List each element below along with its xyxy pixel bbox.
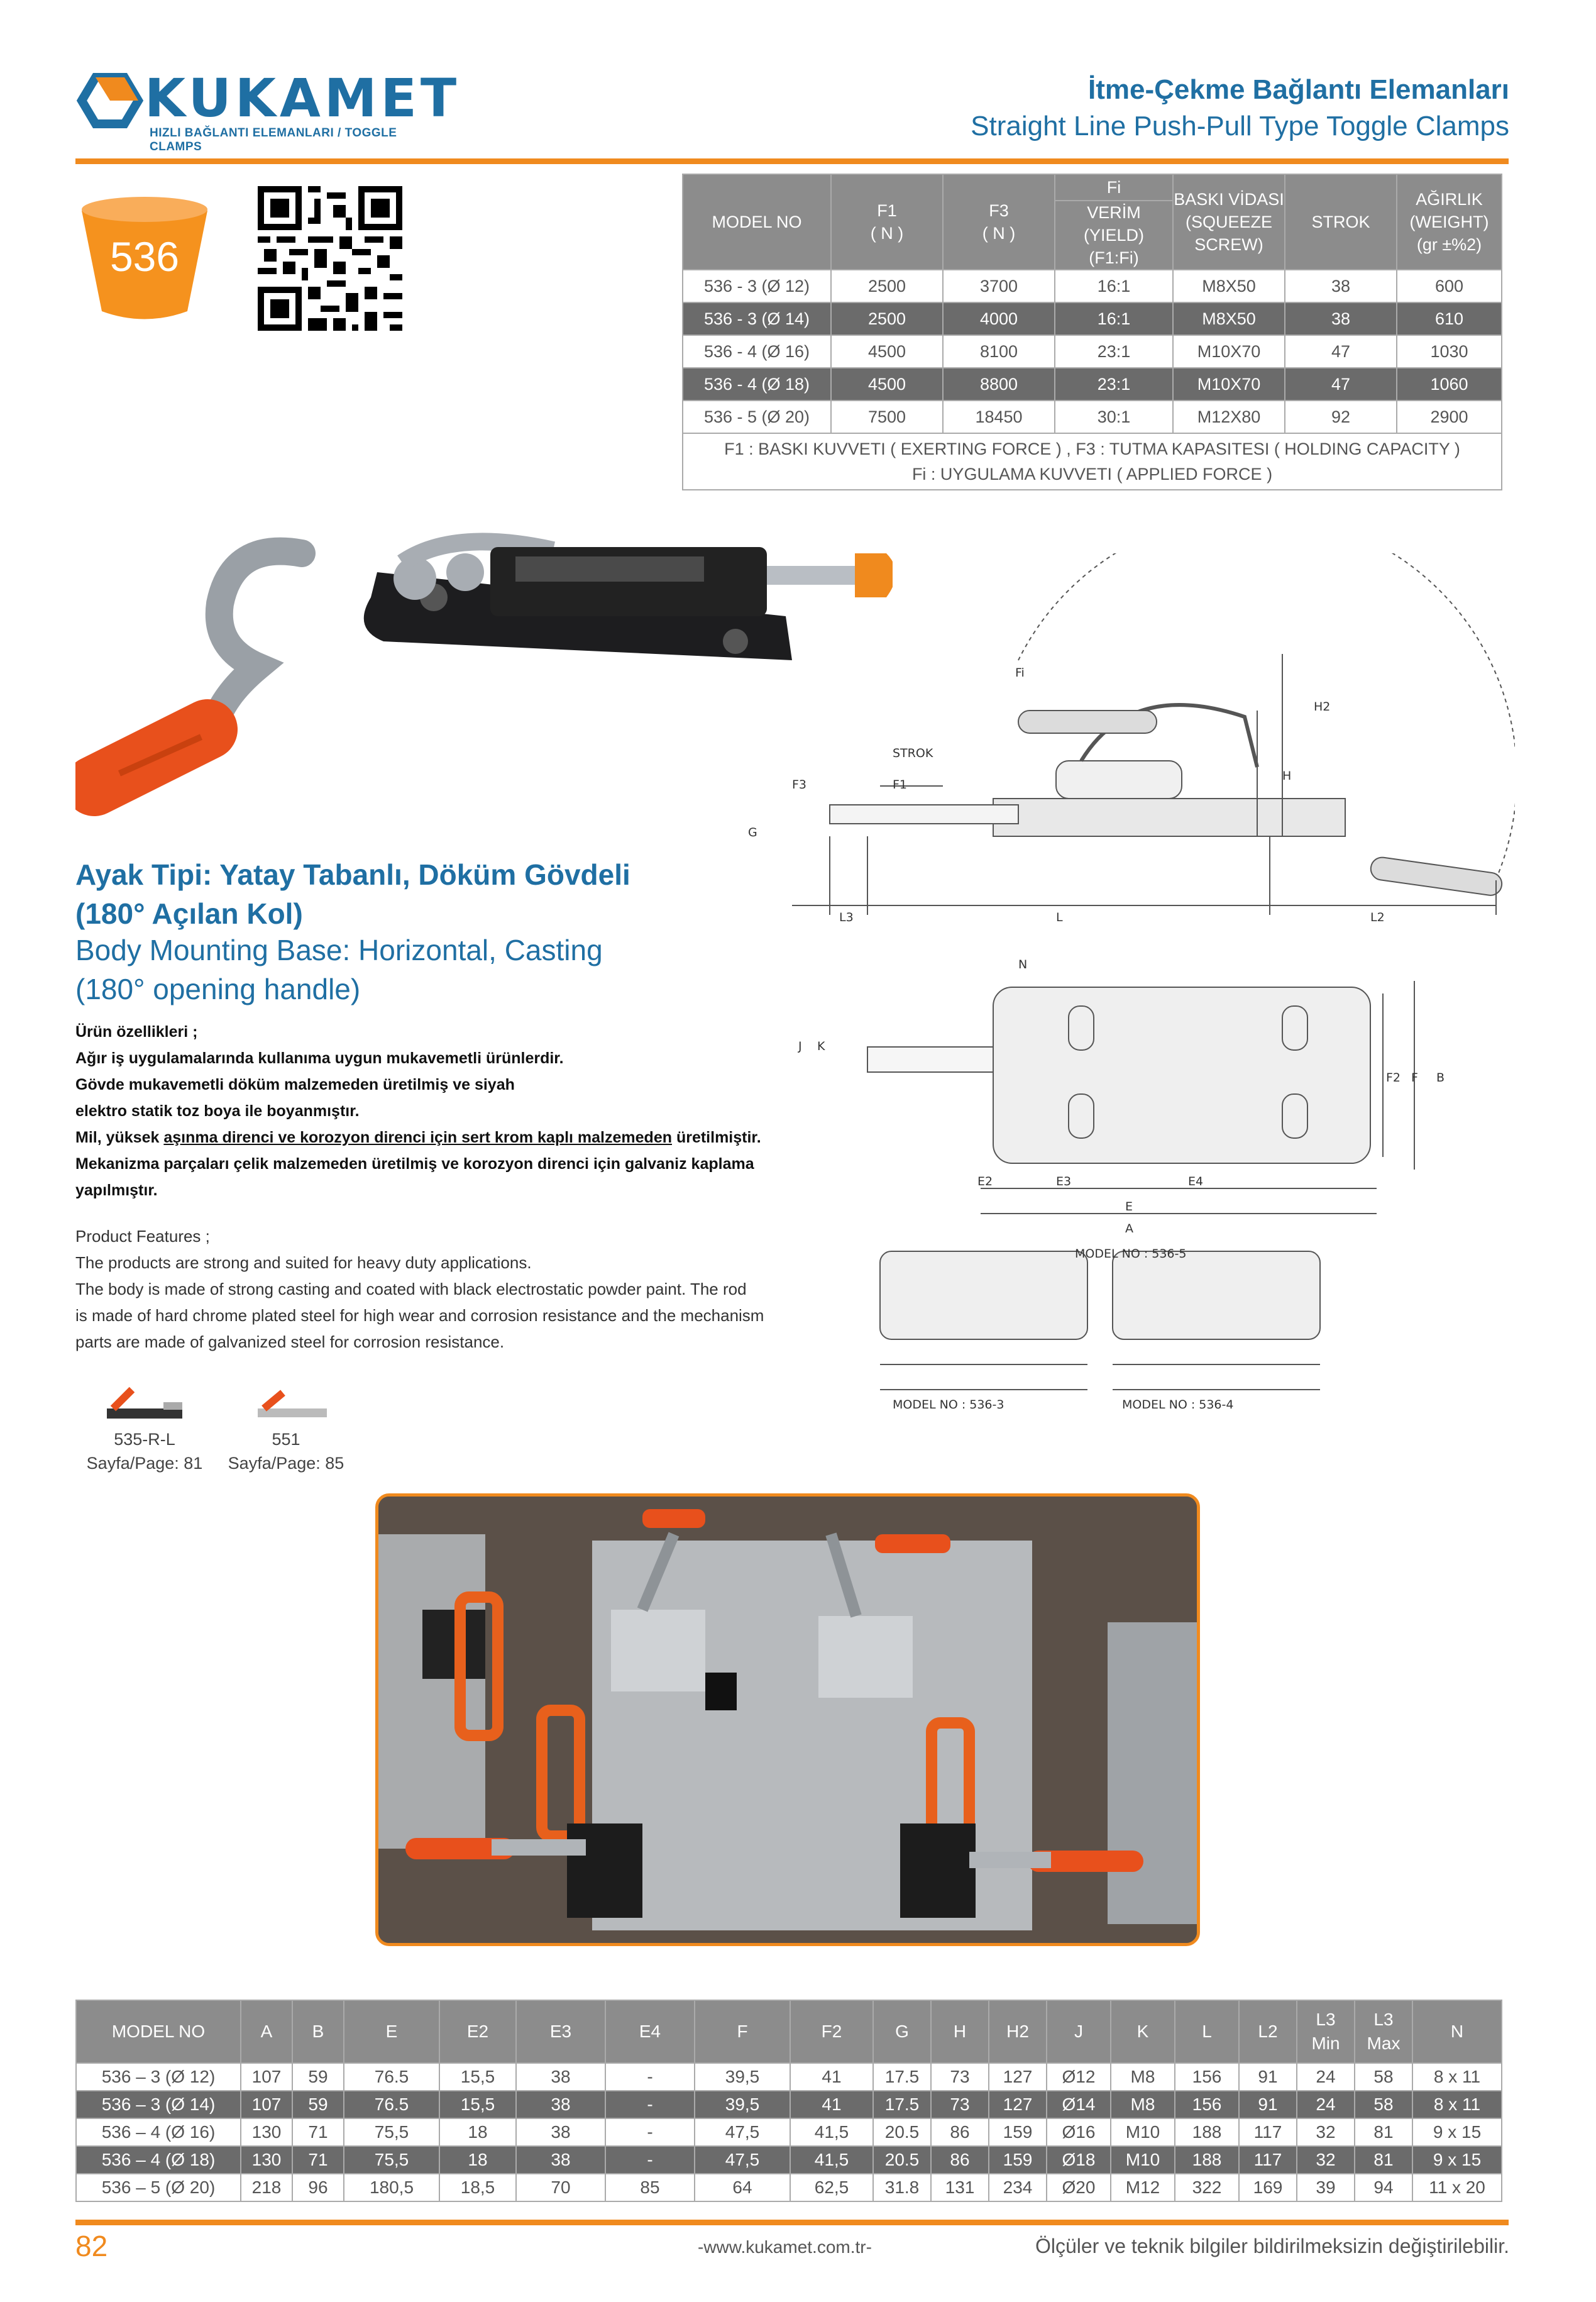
table-cell: 4000: [943, 302, 1055, 335]
table-cell: 536 - 4 (Ø 16): [683, 335, 831, 368]
label-g: G: [748, 826, 757, 839]
dim-col-header-l3-max: L3 Max: [1355, 2000, 1412, 2063]
dimension-table: [75, 2000, 1502, 2202]
mounting-title-tr: Ayak Tipi: Yatay Tabanlı, Döküm Gövdeli (180° Açılan Kol): [75, 858, 630, 930]
table-cell: -: [605, 2091, 695, 2118]
table-cell: 41: [790, 2091, 873, 2118]
table-cell: 91: [1239, 2091, 1297, 2118]
table-cell: Ø18: [1047, 2146, 1111, 2174]
table-cell: 47,5: [695, 2118, 790, 2146]
website-link[interactable]: -www.kukamet.com.tr-: [698, 2237, 872, 2257]
table-cell: 536 - 3 (Ø 14): [683, 302, 831, 335]
dim-col-header: H2: [989, 2000, 1047, 2063]
header-divider: [75, 158, 1509, 164]
table-cell: 536 - 5 (Ø 20): [683, 401, 831, 433]
table-cell: 218: [241, 2174, 292, 2201]
table-cell: 9 x 15: [1412, 2118, 1502, 2146]
dim-col-header: MODEL NO: [76, 2000, 241, 2063]
table-cell: M8X50: [1173, 302, 1285, 335]
label-l2: L2: [1370, 910, 1385, 924]
table-cell: 18,5: [439, 2174, 516, 2201]
table-cell: M8: [1111, 2091, 1175, 2118]
related-product-551[interactable]: 551 Sayfa/Page: 85: [228, 1430, 344, 1473]
table-cell: 234: [989, 2174, 1047, 2201]
table-cell: -: [605, 2063, 695, 2091]
model-label-536-3: MODEL NO : 536-3: [893, 1398, 1004, 1412]
page-header: [971, 74, 1509, 142]
dim-col-header: E4: [605, 2000, 695, 2063]
related-product-535-image[interactable]: [94, 1377, 195, 1434]
brand-subtitle: HIZLI BAĞLANTI ELEMANLARI / TOGGLE CLAMPS: [150, 126, 397, 153]
col-f1: F1 ( N ): [831, 174, 943, 270]
disclaimer: Ölçüler ve teknik bilgiler bildirilmeksizin değiştirilebilir.: [1035, 2235, 1509, 2257]
table-cell: 18450: [943, 401, 1055, 433]
table-cell: 188: [1175, 2146, 1239, 2174]
table-cell: -: [605, 2118, 695, 2146]
label-f: F: [1411, 1071, 1418, 1085]
table-cell: 39,5: [695, 2091, 790, 2118]
dim-col-header: G: [873, 2000, 931, 2063]
dim-col-header: E: [344, 2000, 439, 2063]
qr-code-icon[interactable]: [258, 186, 402, 331]
table-cell: 24: [1297, 2063, 1355, 2091]
page-title-tr: İtme-Çekme Bağlantı Elemanları: [1087, 74, 1509, 105]
dim-col-header: F: [695, 2000, 790, 2063]
table-cell: 73: [931, 2091, 989, 2118]
table-cell: 32: [1297, 2146, 1355, 2174]
label-h: H: [1282, 769, 1292, 783]
dim-col-header: E3: [516, 2000, 605, 2063]
table-row: [683, 368, 1502, 401]
table-cell: 62,5: [790, 2174, 873, 2201]
table-cell: 47: [1285, 335, 1397, 368]
table-cell: 64: [695, 2174, 790, 2201]
table-cell: 17.5: [873, 2063, 931, 2091]
table-cell: Ø12: [1047, 2063, 1111, 2091]
spec-table-note: F1 : BASKI KUVVETI ( EXERTING FORCE ) , F3 : TUTMA KAPASITESI ( HOLDING CAPACITY ) Fi : UYGULAMA KUVVETI ( APPLIED FORCE ): [683, 433, 1502, 490]
table-cell: 94: [1355, 2174, 1412, 2201]
col-f3: F3 ( N ): [943, 174, 1055, 270]
table-cell: 536 - 4 (Ø 18): [683, 368, 831, 401]
table-cell: 9 x 15: [1412, 2146, 1502, 2174]
table-cell: M12: [1111, 2174, 1175, 2201]
col-model: MODEL NO: [683, 174, 831, 270]
table-row: [683, 401, 1502, 433]
col-weight: AĞIRLIK (WEIGHT) (gr ±%2): [1397, 174, 1502, 270]
table-cell: 76.5: [344, 2091, 439, 2118]
table-cell: 127: [989, 2063, 1047, 2091]
table-cell: 3700: [943, 270, 1055, 302]
table-cell: 18: [439, 2118, 516, 2146]
table-cell: 130: [241, 2118, 292, 2146]
label-n: N: [1018, 958, 1028, 971]
table-cell: 2500: [831, 302, 943, 335]
col-fi: Fi: [1055, 174, 1173, 201]
table-cell: 58: [1355, 2063, 1412, 2091]
dim-col-header: J: [1047, 2000, 1111, 2063]
table-cell: 23:1: [1055, 368, 1173, 401]
label-f1: F1: [893, 778, 908, 792]
table-cell: 38: [516, 2063, 605, 2091]
table-cell: M10: [1111, 2118, 1175, 2146]
table-cell: 39: [1297, 2174, 1355, 2201]
table-cell: -: [605, 2146, 695, 2174]
table-cell: 536 – 3 (Ø 12): [76, 2063, 241, 2091]
label-e2: E2: [977, 1175, 993, 1188]
table-cell: 8800: [943, 368, 1055, 401]
table-cell: 188: [1175, 2118, 1239, 2146]
table-cell: 180,5: [344, 2174, 439, 2201]
table-cell: 4500: [831, 335, 943, 368]
table-cell: 17.5: [873, 2091, 931, 2118]
table-cell: 76.5: [344, 2063, 439, 2091]
table-cell: 38: [1285, 270, 1397, 302]
dim-col-header: B: [292, 2000, 344, 2063]
table-row: [76, 2091, 1502, 2118]
table-row: [76, 2146, 1502, 2174]
label-h2: H2: [1314, 700, 1331, 714]
label-fi: Fi: [1015, 666, 1025, 680]
dim-col-header: F2: [790, 2000, 873, 2063]
table-cell: Ø16: [1047, 2118, 1111, 2146]
table-cell: 117: [1239, 2146, 1297, 2174]
table-cell: 159: [989, 2146, 1047, 2174]
table-cell: 30:1: [1055, 401, 1173, 433]
logo-mark-icon: [75, 66, 145, 135]
table-cell: 15,5: [439, 2063, 516, 2091]
table-cell: 58: [1355, 2091, 1412, 2118]
table-cell: 16:1: [1055, 270, 1173, 302]
label-l3: L3: [839, 910, 854, 924]
table-cell: M12X80: [1173, 401, 1285, 433]
related-product-551-image[interactable]: [239, 1377, 339, 1434]
table-cell: Ø14: [1047, 2091, 1111, 2118]
mounting-title-en: Body Mounting Base: Horizontal, Casting (180° opening handle): [75, 934, 603, 1005]
table-cell: 71: [292, 2146, 344, 2174]
table-cell: 91: [1239, 2063, 1297, 2091]
label-b: B: [1436, 1071, 1445, 1085]
label-e: E: [1125, 1200, 1133, 1214]
table-cell: 81: [1355, 2118, 1412, 2146]
table-cell: 130: [241, 2146, 292, 2174]
table-cell: 7500: [831, 401, 943, 433]
table-cell: 159: [989, 2118, 1047, 2146]
table-cell: 47,5: [695, 2146, 790, 2174]
table-cell: 8 x 11: [1412, 2063, 1502, 2091]
table-cell: 47: [1285, 368, 1397, 401]
model-label-536-5: MODEL NO : 536-5: [1075, 1247, 1187, 1261]
technical-drawing: [729, 553, 1515, 1415]
table-cell: 81: [1355, 2146, 1412, 2174]
table-cell: 169: [1239, 2174, 1297, 2201]
table-cell: 38: [516, 2118, 605, 2146]
brand-logo: [75, 66, 461, 153]
table-cell: 11 x 20: [1412, 2174, 1502, 2201]
table-cell: 20.5: [873, 2146, 931, 2174]
table-cell: 2500: [831, 270, 943, 302]
table-cell: 38: [516, 2091, 605, 2118]
label-a: A: [1125, 1222, 1133, 1236]
table-cell: 59: [292, 2063, 344, 2091]
footer-divider: [75, 2220, 1509, 2225]
label-strok: STROK: [893, 746, 933, 760]
table-cell: 536 – 5 (Ø 20): [76, 2174, 241, 2201]
table-cell: M10X70: [1173, 368, 1285, 401]
dim-col-header-l3-min: L3 Min: [1297, 2000, 1355, 2063]
table-cell: 107: [241, 2063, 292, 2091]
table-cell: 15,5: [439, 2091, 516, 2118]
table-cell: 23:1: [1055, 335, 1173, 368]
table-cell: 41: [790, 2063, 873, 2091]
label-j: J: [798, 1039, 802, 1053]
table-cell: 32: [1297, 2118, 1355, 2146]
label-e3: E3: [1056, 1175, 1072, 1188]
label-e4: E4: [1188, 1175, 1204, 1188]
table-cell: 20.5: [873, 2118, 931, 2146]
table-cell: 75,5: [344, 2146, 439, 2174]
table-cell: 322: [1175, 2174, 1239, 2201]
table-cell: 4500: [831, 368, 943, 401]
col-screw: BASKI VİDASI (SQUEEZE SCREW): [1173, 174, 1285, 270]
table-cell: Ø20: [1047, 2174, 1111, 2201]
table-row: [76, 2063, 1502, 2091]
table-cell: 536 – 3 (Ø 14): [76, 2091, 241, 2118]
table-cell: 156: [1175, 2063, 1239, 2091]
table-cell: 86: [931, 2146, 989, 2174]
table-cell: 536 – 4 (Ø 16): [76, 2118, 241, 2146]
table-cell: 38: [516, 2146, 605, 2174]
dim-col-header: L: [1175, 2000, 1239, 2063]
table-cell: M10: [1111, 2146, 1175, 2174]
table-cell: 536 - 3 (Ø 12): [683, 270, 831, 302]
table-cell: 41,5: [790, 2146, 873, 2174]
table-cell: 96: [292, 2174, 344, 2201]
table-cell: 107: [241, 2091, 292, 2118]
table-cell: 24: [1297, 2091, 1355, 2118]
table-cell: 73: [931, 2063, 989, 2091]
table-cell: 8100: [943, 335, 1055, 368]
related-product-535[interactable]: 535-R-L Sayfa/Page: 81: [86, 1430, 203, 1473]
table-cell: 536 – 4 (Ø 18): [76, 2146, 241, 2174]
brand-name: KUKAMET: [145, 67, 461, 129]
table-cell: 70: [516, 2174, 605, 2201]
label-k: K: [817, 1039, 825, 1053]
table-cell: 1030: [1397, 335, 1502, 368]
page-number: 82: [75, 2230, 108, 2262]
table-row: [683, 270, 1502, 302]
table-cell: 117: [1239, 2118, 1297, 2146]
dim-col-header: L2: [1239, 2000, 1297, 2063]
label-f3: F3: [792, 778, 807, 792]
table-cell: M10X70: [1173, 335, 1285, 368]
spec-table: [682, 174, 1502, 490]
application-photo: [375, 1493, 1200, 1946]
table-cell: 31.8: [873, 2174, 931, 2201]
table-cell: 600: [1397, 270, 1502, 302]
table-cell: 8 x 11: [1412, 2091, 1502, 2118]
table-cell: 41,5: [790, 2118, 873, 2146]
table-cell: 86: [931, 2118, 989, 2146]
table-cell: 156: [1175, 2091, 1239, 2118]
table-cell: 75,5: [344, 2118, 439, 2146]
model-badge: 536: [109, 233, 180, 280]
table-cell: 127: [989, 2091, 1047, 2118]
table-cell: 39,5: [695, 2063, 790, 2091]
page-title-en: Straight Line Push-Pull Type Toggle Clamps: [971, 111, 1509, 141]
features-en: Product Features ; The products are strong and suited for heavy duty applications. The body is made of strong casting and coated with black electrostatic powder paint. The rod is made of hard chrome plated steel for high wear and corrosion resistance and the mechanism parts are made of galvanized steel for corrosion resistance.: [75, 1227, 764, 1351]
dim-col-header: A: [241, 2000, 292, 2063]
table-cell: 38: [1285, 302, 1397, 335]
col-fi-yield: VERİM (YIELD) (F1:Fi): [1055, 201, 1173, 270]
table-cell: M8X50: [1173, 270, 1285, 302]
label-f2: F2: [1386, 1071, 1401, 1085]
table-cell: 92: [1285, 401, 1397, 433]
dim-col-header: K: [1111, 2000, 1175, 2063]
features-tr: Ürün özellikleri ; Ağır iş uygulamalarında kullanıma uygun mukavemetli ürünlerdir. Gövde mukavemetli döküm malzemeden üretilmiş ve siyah elektro statik toz boya ile boyanmıştır. Mil, yüksek aşınma direnci ve korozyon direnci için sert krom kaplı malzemeden üretilmiştir. Mekanizma parçaları çelik malzemeden üretilmiş ve korozyon direnci için galvaniz kaplama yapılmıştır.: [75, 1023, 761, 1199]
table-cell: 131: [931, 2174, 989, 2201]
table-row: [76, 2118, 1502, 2146]
table-cell: 2900: [1397, 401, 1502, 433]
label-l: L: [1056, 910, 1063, 924]
table-cell: M8: [1111, 2063, 1175, 2091]
table-cell: 16:1: [1055, 302, 1173, 335]
table-cell: 610: [1397, 302, 1502, 335]
table-cell: 85: [605, 2174, 695, 2201]
table-row: [76, 2174, 1502, 2201]
dim-col-header: H: [931, 2000, 989, 2063]
table-cell: 59: [292, 2091, 344, 2118]
model-label-536-4: MODEL NO : 536-4: [1122, 1398, 1234, 1412]
dim-col-header-n: N: [1412, 2000, 1502, 2063]
table-cell: 18: [439, 2146, 516, 2174]
table-cell: 1060: [1397, 368, 1502, 401]
dim-col-header: E2: [439, 2000, 516, 2063]
table-row: [683, 302, 1502, 335]
table-cell: 71: [292, 2118, 344, 2146]
col-stroke: STROK: [1285, 174, 1397, 270]
table-row: [683, 335, 1502, 368]
